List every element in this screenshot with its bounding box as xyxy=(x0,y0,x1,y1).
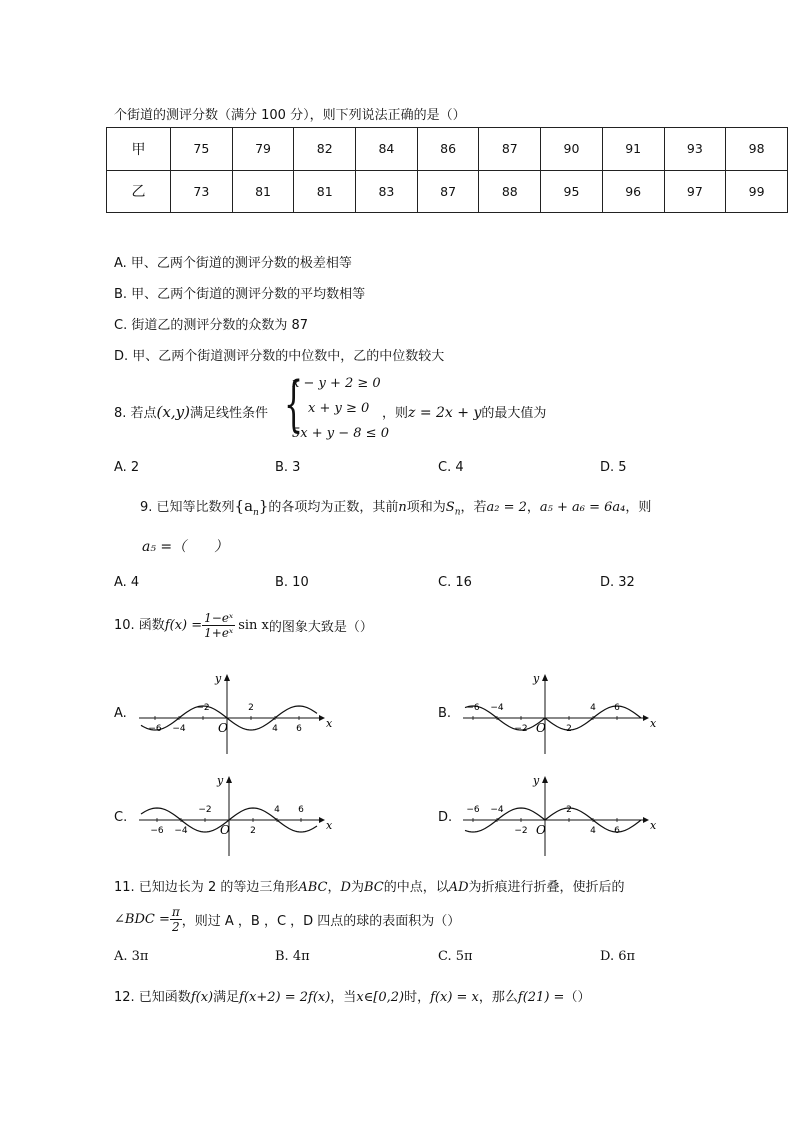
y-axis-label: y xyxy=(533,774,540,787)
x-axis-arrow xyxy=(643,817,649,823)
q11-text-3: 为 xyxy=(350,880,364,895)
q11-line-2 xyxy=(114,905,460,934)
table-cell: 81 xyxy=(232,170,294,213)
q9-comma: ， xyxy=(526,500,540,515)
q9-sum-s: S xyxy=(445,500,455,515)
y-axis-label: y xyxy=(533,672,540,685)
tick-label: −2 xyxy=(196,703,210,713)
q9-seq-sub: n xyxy=(253,508,259,518)
tick-label: −4 xyxy=(490,805,504,815)
table-cell: 83 xyxy=(356,170,418,213)
q12-text-3: ，当 xyxy=(330,990,357,1005)
tick-label: 2 xyxy=(248,703,254,713)
table-cell: 99 xyxy=(726,170,788,213)
q11-angle: ∠BDC = xyxy=(114,912,170,927)
origin-label: O xyxy=(536,721,546,735)
tick-label: −2 xyxy=(198,805,212,815)
table-cell: 95 xyxy=(541,170,603,213)
table-row xyxy=(107,128,788,171)
q8-option-c: C. 4 xyxy=(438,460,464,475)
y-axis-arrow xyxy=(542,776,548,783)
q8-constraint-2: x + y ≥ 0 xyxy=(308,401,370,416)
x-axis-arrow xyxy=(643,715,649,721)
q8-tail xyxy=(382,402,546,421)
tick-label: −6 xyxy=(148,724,162,734)
q10-stem xyxy=(114,611,373,640)
tick-label: 4 xyxy=(274,805,280,815)
q12-functional-eq: f(x+2) = 2f(x) xyxy=(239,990,331,1005)
tick-label: 4 xyxy=(590,826,596,836)
q10-label-b: B. xyxy=(438,706,452,721)
q9-text-2: 的各项均为正数，其前 xyxy=(268,500,399,515)
q12-range: x∈[0,2) xyxy=(356,990,405,1005)
x-axis-label: x xyxy=(650,819,657,832)
q10-suffix: 的图象大致是（） xyxy=(268,620,373,635)
q11-pi: π xyxy=(171,905,180,919)
q9-n: n xyxy=(398,500,407,515)
tick-label: 2 xyxy=(566,805,572,815)
table-row xyxy=(107,170,788,213)
y-axis-arrow xyxy=(226,776,232,783)
table-cell: 91 xyxy=(602,128,664,171)
q10-sin: sin x xyxy=(238,618,269,633)
q8-point: (x,y) xyxy=(156,403,190,421)
q11-text-5: 为折痕进行折叠，使折后的 xyxy=(468,880,625,895)
q9-question: a₅ =（ ） xyxy=(142,539,229,555)
q7-option-d: D. 甲、乙两个街道测评分数的中位数中，乙的中位数较大 xyxy=(114,349,445,364)
y-axis-label: y xyxy=(217,774,224,787)
x-axis-arrow xyxy=(319,715,325,721)
table-cell: 98 xyxy=(726,128,788,171)
q11-text-2: ， xyxy=(327,880,341,895)
table-cell: 86 xyxy=(417,128,479,171)
graph-d xyxy=(459,772,659,858)
table-cell: 87 xyxy=(479,128,541,171)
q9-text-3: 项和为 xyxy=(406,500,446,515)
x-axis-label: x xyxy=(326,717,333,730)
tick-label: 2 xyxy=(566,724,572,734)
q9-option-d: D. 32 xyxy=(600,575,635,590)
table-cell: 96 xyxy=(602,170,664,213)
q8-stem xyxy=(114,402,268,421)
q8-suffix: 的最大值为 xyxy=(481,406,547,421)
q7-option-b: B. 甲、乙两个街道的测评分数的平均数相等 xyxy=(114,287,366,302)
q10-numerator: 1−eˣ xyxy=(204,611,234,625)
q8-mid: 满足线性条件 xyxy=(189,406,268,421)
q11-option-b: B. 4π xyxy=(275,949,310,964)
q8-then: ，则 xyxy=(382,406,409,421)
row-label: 乙 xyxy=(107,170,171,213)
q11-option-d: D. 6π xyxy=(600,949,636,964)
q9-sum-sub: n xyxy=(454,507,461,518)
table-intro: 个街道的测评分数（满分 100 分），则下列说法正确的是（） xyxy=(114,108,466,123)
q9-seq-open: {a xyxy=(234,497,254,515)
y-axis-arrow xyxy=(224,674,230,681)
tick-label: 4 xyxy=(590,703,596,713)
q9-text-4: ，若 xyxy=(460,500,487,515)
table-cell: 90 xyxy=(541,128,603,171)
q9-text-5: ，则 xyxy=(625,500,652,515)
graph-b xyxy=(459,670,659,756)
tick-label: 6 xyxy=(298,805,304,815)
q11-stem xyxy=(114,876,625,895)
tick-label: −2 xyxy=(514,826,528,836)
q12-fx: f(x) xyxy=(190,990,214,1005)
q8-constraint-3: 5x + y − 8 ≤ 0 xyxy=(292,426,389,441)
q8-brace: { xyxy=(284,369,304,439)
q12-stem xyxy=(114,986,590,1005)
q11-segment-ad: AD xyxy=(448,880,469,895)
x-axis-label: x xyxy=(650,717,657,730)
graph-a xyxy=(135,670,335,756)
origin-label: O xyxy=(220,823,230,837)
y-axis-arrow xyxy=(542,674,548,681)
row-label: 甲 xyxy=(107,128,171,171)
tick-label: 6 xyxy=(296,724,302,734)
q11-option-c: C. 5π xyxy=(438,949,473,964)
table-cell: 79 xyxy=(232,128,294,171)
q12-text-5: ，那么 xyxy=(478,990,518,1005)
score-table xyxy=(106,127,788,213)
q8-option-d: D. 5 xyxy=(600,460,627,475)
q12-text-2: 满足 xyxy=(213,990,240,1005)
tick-label: −2 xyxy=(514,724,528,734)
q11-triangle: ABC xyxy=(298,880,328,895)
table-cell: 75 xyxy=(171,128,233,171)
q12-text-1: 12. 已知函数 xyxy=(114,990,191,1005)
q11-two: 2 xyxy=(171,920,180,934)
q9-option-c: C. 16 xyxy=(438,575,472,590)
tick-label: −4 xyxy=(172,724,186,734)
origin-label: O xyxy=(536,823,546,837)
x-axis-label: x xyxy=(326,819,333,832)
q9-cond-1: a₂ = 2 xyxy=(486,500,527,515)
tick-label: 6 xyxy=(614,826,620,836)
tick-label: −6 xyxy=(466,805,480,815)
q9-cond-2: a₅ + a₆ = 6a₄ xyxy=(539,500,626,515)
q7-option-c: C. 街道乙的测评分数的众数为 87 xyxy=(114,318,309,333)
q8-option-b: B. 3 xyxy=(275,460,301,475)
q11-text-4: 的中点，以 xyxy=(383,880,449,895)
origin-label: O xyxy=(218,721,228,735)
q7-option-a: A. 甲、乙两个街道的测评分数的极差相等 xyxy=(114,256,352,271)
q12-definition: f(x) = x xyxy=(430,990,479,1005)
x-axis-arrow xyxy=(319,817,325,823)
tick-label: −4 xyxy=(174,826,188,836)
q9-stem xyxy=(140,496,651,518)
table-cell: 84 xyxy=(356,128,418,171)
q11-text-1: 11. 已知边长为 2 的等边三角形 xyxy=(114,880,299,895)
q11-point-d: D xyxy=(340,880,351,895)
q12-text-4: 时， xyxy=(404,990,431,1005)
table-cell: 87 xyxy=(417,170,479,213)
q8-constraint-1: x − y + 2 ≥ 0 xyxy=(292,376,381,391)
table-cell: 82 xyxy=(294,128,356,171)
q9-text-1: 9. 已知等比数列 xyxy=(140,500,235,515)
q9-option-a: A. 4 xyxy=(114,575,140,590)
tick-label: 4 xyxy=(272,724,278,734)
q10-label-d: D. xyxy=(438,810,453,825)
q11-fraction xyxy=(170,905,182,934)
graph-c xyxy=(135,772,335,858)
q8-prefix: 8. 若点 xyxy=(114,406,157,421)
q10-label-a: A. xyxy=(114,706,127,721)
q11-option-a: A. 3π xyxy=(114,949,149,964)
q12-text-6: （） xyxy=(564,990,591,1005)
tick-label: −4 xyxy=(490,703,504,713)
q8-option-a: A. 2 xyxy=(114,460,140,475)
y-axis-label: y xyxy=(215,672,222,685)
q9-seq-close: } xyxy=(258,497,269,515)
tick-label: −6 xyxy=(466,703,480,713)
q9-sum xyxy=(445,500,461,518)
q10-function: f(x) = xyxy=(164,618,203,633)
q11-segment-bc: BC xyxy=(363,880,384,895)
table-cell: 73 xyxy=(171,170,233,213)
q11-text-6: ，则过 A ，B ，C ，D 四点的球的表面积为（） xyxy=(181,914,461,929)
q12-ask: f(21) = xyxy=(517,990,565,1005)
q10-prefix: 10. 函数 xyxy=(114,618,165,633)
q9-sequence xyxy=(234,497,269,518)
q10-fraction xyxy=(202,611,235,640)
q10-denominator: 1+eˣ xyxy=(204,626,234,640)
q8-objective: z = 2x + y xyxy=(408,405,482,421)
table-cell: 97 xyxy=(664,170,726,213)
q10-label-c: C. xyxy=(114,810,128,825)
tick-label: 2 xyxy=(250,826,256,836)
table-cell: 93 xyxy=(664,128,726,171)
tick-label: 6 xyxy=(614,703,620,713)
table-cell: 81 xyxy=(294,170,356,213)
tick-label: −6 xyxy=(150,826,164,836)
table-cell: 88 xyxy=(479,170,541,213)
q9-option-b: B. 10 xyxy=(275,575,309,590)
